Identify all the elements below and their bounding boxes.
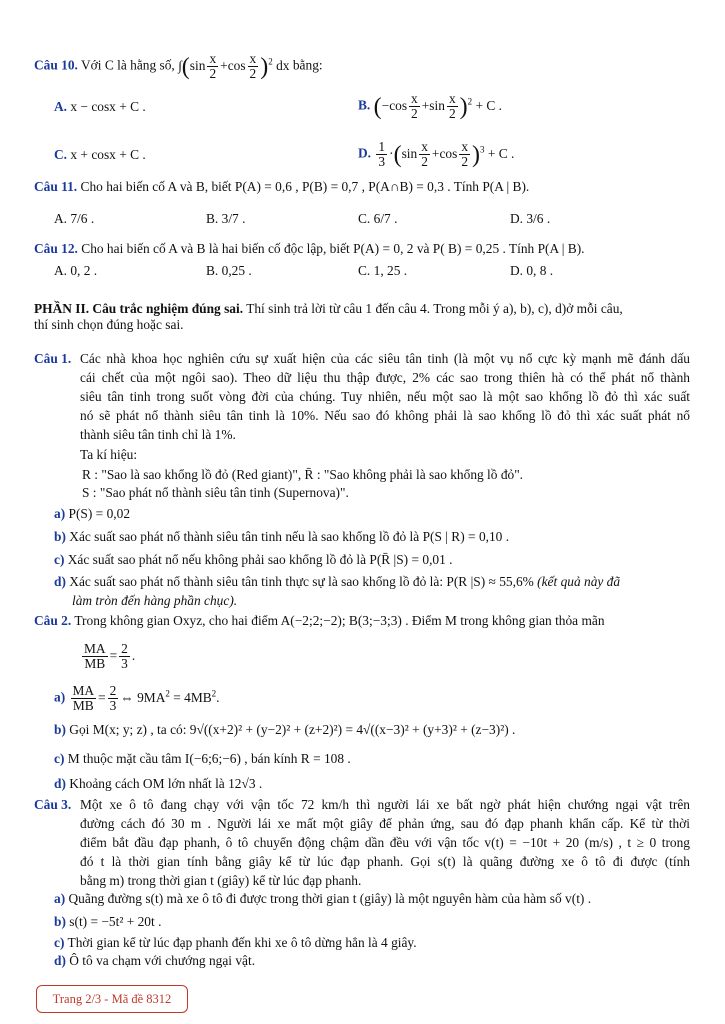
p3-line-1: Một xe ô tô đang chạy với vận tốc 72 km/h thì người lái xe bất ngờ phát hiện chướng ngại vật trên <box>80 797 690 812</box>
p1-item-b[interactable]: b) Xác suất sao phát nổ thành siêu tân tinh nếu là sao khổng lồ đỏ là P(S | R) = 0,10 . <box>54 529 510 544</box>
p3-item-c[interactable]: c) Thời gian kể từ lúc đạp phanh đến khi xe ô tô dừng hẳn là 4 giây. <box>54 935 417 950</box>
p2-item-d[interactable]: d) Khoảng cách OM lớn nhất là 12√3 . <box>54 776 263 791</box>
p1-line-4: nó sẽ phát nổ thành siêu tân tinh là 10%. Nếu sao đó không phải là sao khổng lồ đỏ thì xác suất phát nổ <box>80 408 690 423</box>
q12-option-b[interactable]: B. 0,25 . <box>206 263 252 278</box>
q10-option-b[interactable]: B. (−cos $\frac{x}{2}$ +sin $\frac{x}{2}$ )$^2$ + C . <box>358 91 503 121</box>
q12-stem: Câu 12. Cho hai biến cố A và B là hai biến cố độc lập, biết P(A) = 0, 2 và P( B) = 0,25 . Tính P(A | B). <box>34 241 585 256</box>
p2-ratio: $\frac{MA}{MB}$ = $\frac{2}{3}$ . <box>84 641 136 671</box>
p2-item-a[interactable]: a) $\frac{MA}{MB}$ = $\frac{2}{3}$ ⇔ $9MA^2 = 4MB^2$. <box>54 683 220 713</box>
q10-option-c[interactable]: C. x + cosx + C . <box>54 147 146 162</box>
p1-notation-r: R : "Sao là sao khổng lồ đỏ (Red giant)", R̄ : "Sao không phải là sao khổng lồ đỏ". <box>82 467 524 482</box>
q11-option-b[interactable]: B. 3/7 . <box>206 211 246 226</box>
p3-item-d[interactable]: d) Ô tô va chạm với chướng ngại vật. <box>54 953 256 968</box>
part2-title: PHẦN II. Câu trắc nghiệm đúng sai. <box>34 301 244 316</box>
p1-notation-s: S : "Sao phát nổ thành siêu tân tinh (Supernova)". <box>82 485 349 500</box>
p1-item-d[interactable]: d) Xác suất sao phát nổ thành siêu tân tinh thực sự là sao khổng lồ đỏ là: P(R |S) ≈ 55,6% (kết quả này đã <box>54 574 621 589</box>
p2-item-b[interactable]: b) Gọi M(x; y; z) , ta có: 9√((x+2)² + (y−2)² + (z+2)²) = 4√((x−3)² + (y+3)² + (z−3)²) . <box>54 722 516 737</box>
p1-line-5: thành siêu tân tinh chỉ là 1%. <box>80 427 236 442</box>
p1-line-1: Các nhà khoa học nghiên cứu sự xuất hiện của các siêu tân tinh (là một vụ nổ cực kỳ mạnh mẽ đánh dấu <box>80 351 690 366</box>
p3-item-b[interactable]: b) s(t) = −5t² + 20t . <box>54 914 162 929</box>
p3-item-a[interactable]: a) Quãng đường s(t) mà xe ô tô đi được trong thời gian t (giây) là một nguyên hàm của hàm số v(t) . <box>54 891 592 906</box>
q11-stem: Câu 11. Cho hai biến cố A và B, biết P(A) = 0,6 , P(B) = 0,7 , P(A∩B) = 0,3 . Tính P(A | B). <box>34 179 530 194</box>
q10-option-a[interactable]: A. x − cosx + C . <box>54 99 146 114</box>
p3-line-5: bằng m) trong thời gian t (giây) kể từ lúc đạp phanh. <box>80 873 362 888</box>
q10-label: Câu 10. <box>34 57 78 73</box>
p2-item-c[interactable]: c) M thuộc mặt cầu tâm I(−6;6;−6) , bán kính R = 108 . <box>54 751 351 766</box>
q12-option-d[interactable]: D. 0, 8 . <box>510 263 554 278</box>
q12-option-c[interactable]: C. 1, 25 . <box>358 263 408 278</box>
p1-item-a[interactable]: a) P(S) = 0,02 <box>54 506 131 521</box>
page-footer: Trang 2/3 - Mã đề 8312 <box>36 985 188 1013</box>
q10-stem: Câu 10. Với C là hằng số, ∫(sin $\frac{x}{2}$ +cos $\frac{x}{2}$ )$^2$ dx bằng: <box>34 51 323 81</box>
p1-line-3: siêu tân tinh trong suốt vòng đời của chúng. Tuy nhiên, nếu một sao là một sao khổng lồ đỏ thì xác suất <box>80 389 690 404</box>
q11-option-d[interactable]: D. 3/6 . <box>510 211 551 226</box>
q10-tail: bằng: <box>292 57 323 73</box>
q10-text: Với C là hằng số, <box>81 57 175 73</box>
q12-option-a[interactable]: A. 0, 2 . <box>54 263 98 278</box>
p3-label: Câu 3. <box>34 797 72 812</box>
p2-stem: Câu 2. Trong không gian Oxyz, cho hai điểm A(−2;2;−2); B(3;−3;3) . Điểm M trong không gian thỏa mãn <box>34 613 605 628</box>
p1-line-2: cái chết của một ngôi sao). Theo dữ liệu thu thập được, 2% các sao trong thiên hà có thể phát nổ thành <box>80 370 690 385</box>
p3-line-3: điểm bắt đầu đạp phanh, ô tô chuyển động chậm dần đều với vận tốc v(t) = −10t + 20 (m/s) , t ≥ 0 trong <box>80 835 690 850</box>
p3-line-2: đường cách đó 30 m . Người lái xe mất một giây để phản ứng, sau đó đạp phanh khẩn cấp. Kể từ thời <box>80 816 690 831</box>
part2-header: PHẦN II. Câu trắc nghiệm đúng sai. Thí sinh trả lời từ câu 1 đến câu 4. Trong mỗi ý a), b), c), d)ở mỗi câu, <box>34 301 623 316</box>
q11-option-c[interactable]: C. 6/7 . <box>358 211 398 226</box>
p1-item-d-note: làm tròn đến hàng phần chục). <box>72 593 238 608</box>
p3-line-4: đó t là thời gian tính bằng giây kể từ lúc đạp phanh. Gọi s(t) là quãng đường xe ô tô đi được (tính <box>80 854 690 869</box>
q10-option-d[interactable]: D. $\frac{1}{3}$ ·(sin $\frac{x}{2}$ +cos $\frac{x}{2}$ )$^3$ + C . <box>358 139 515 169</box>
q11-option-a[interactable]: A. 7/6 . <box>54 211 95 226</box>
p1-item-c[interactable]: c) Xác suất sao phát nổ nếu không phải sao khổng lồ đỏ là P(R̄ |S) = 0,01 . <box>54 552 453 567</box>
p1-notation-title: Ta kí hiệu: <box>80 447 138 462</box>
part2-line2: thí sinh chọn đúng hoặc sai. <box>34 317 184 332</box>
p1-label: Câu 1. <box>34 351 72 366</box>
